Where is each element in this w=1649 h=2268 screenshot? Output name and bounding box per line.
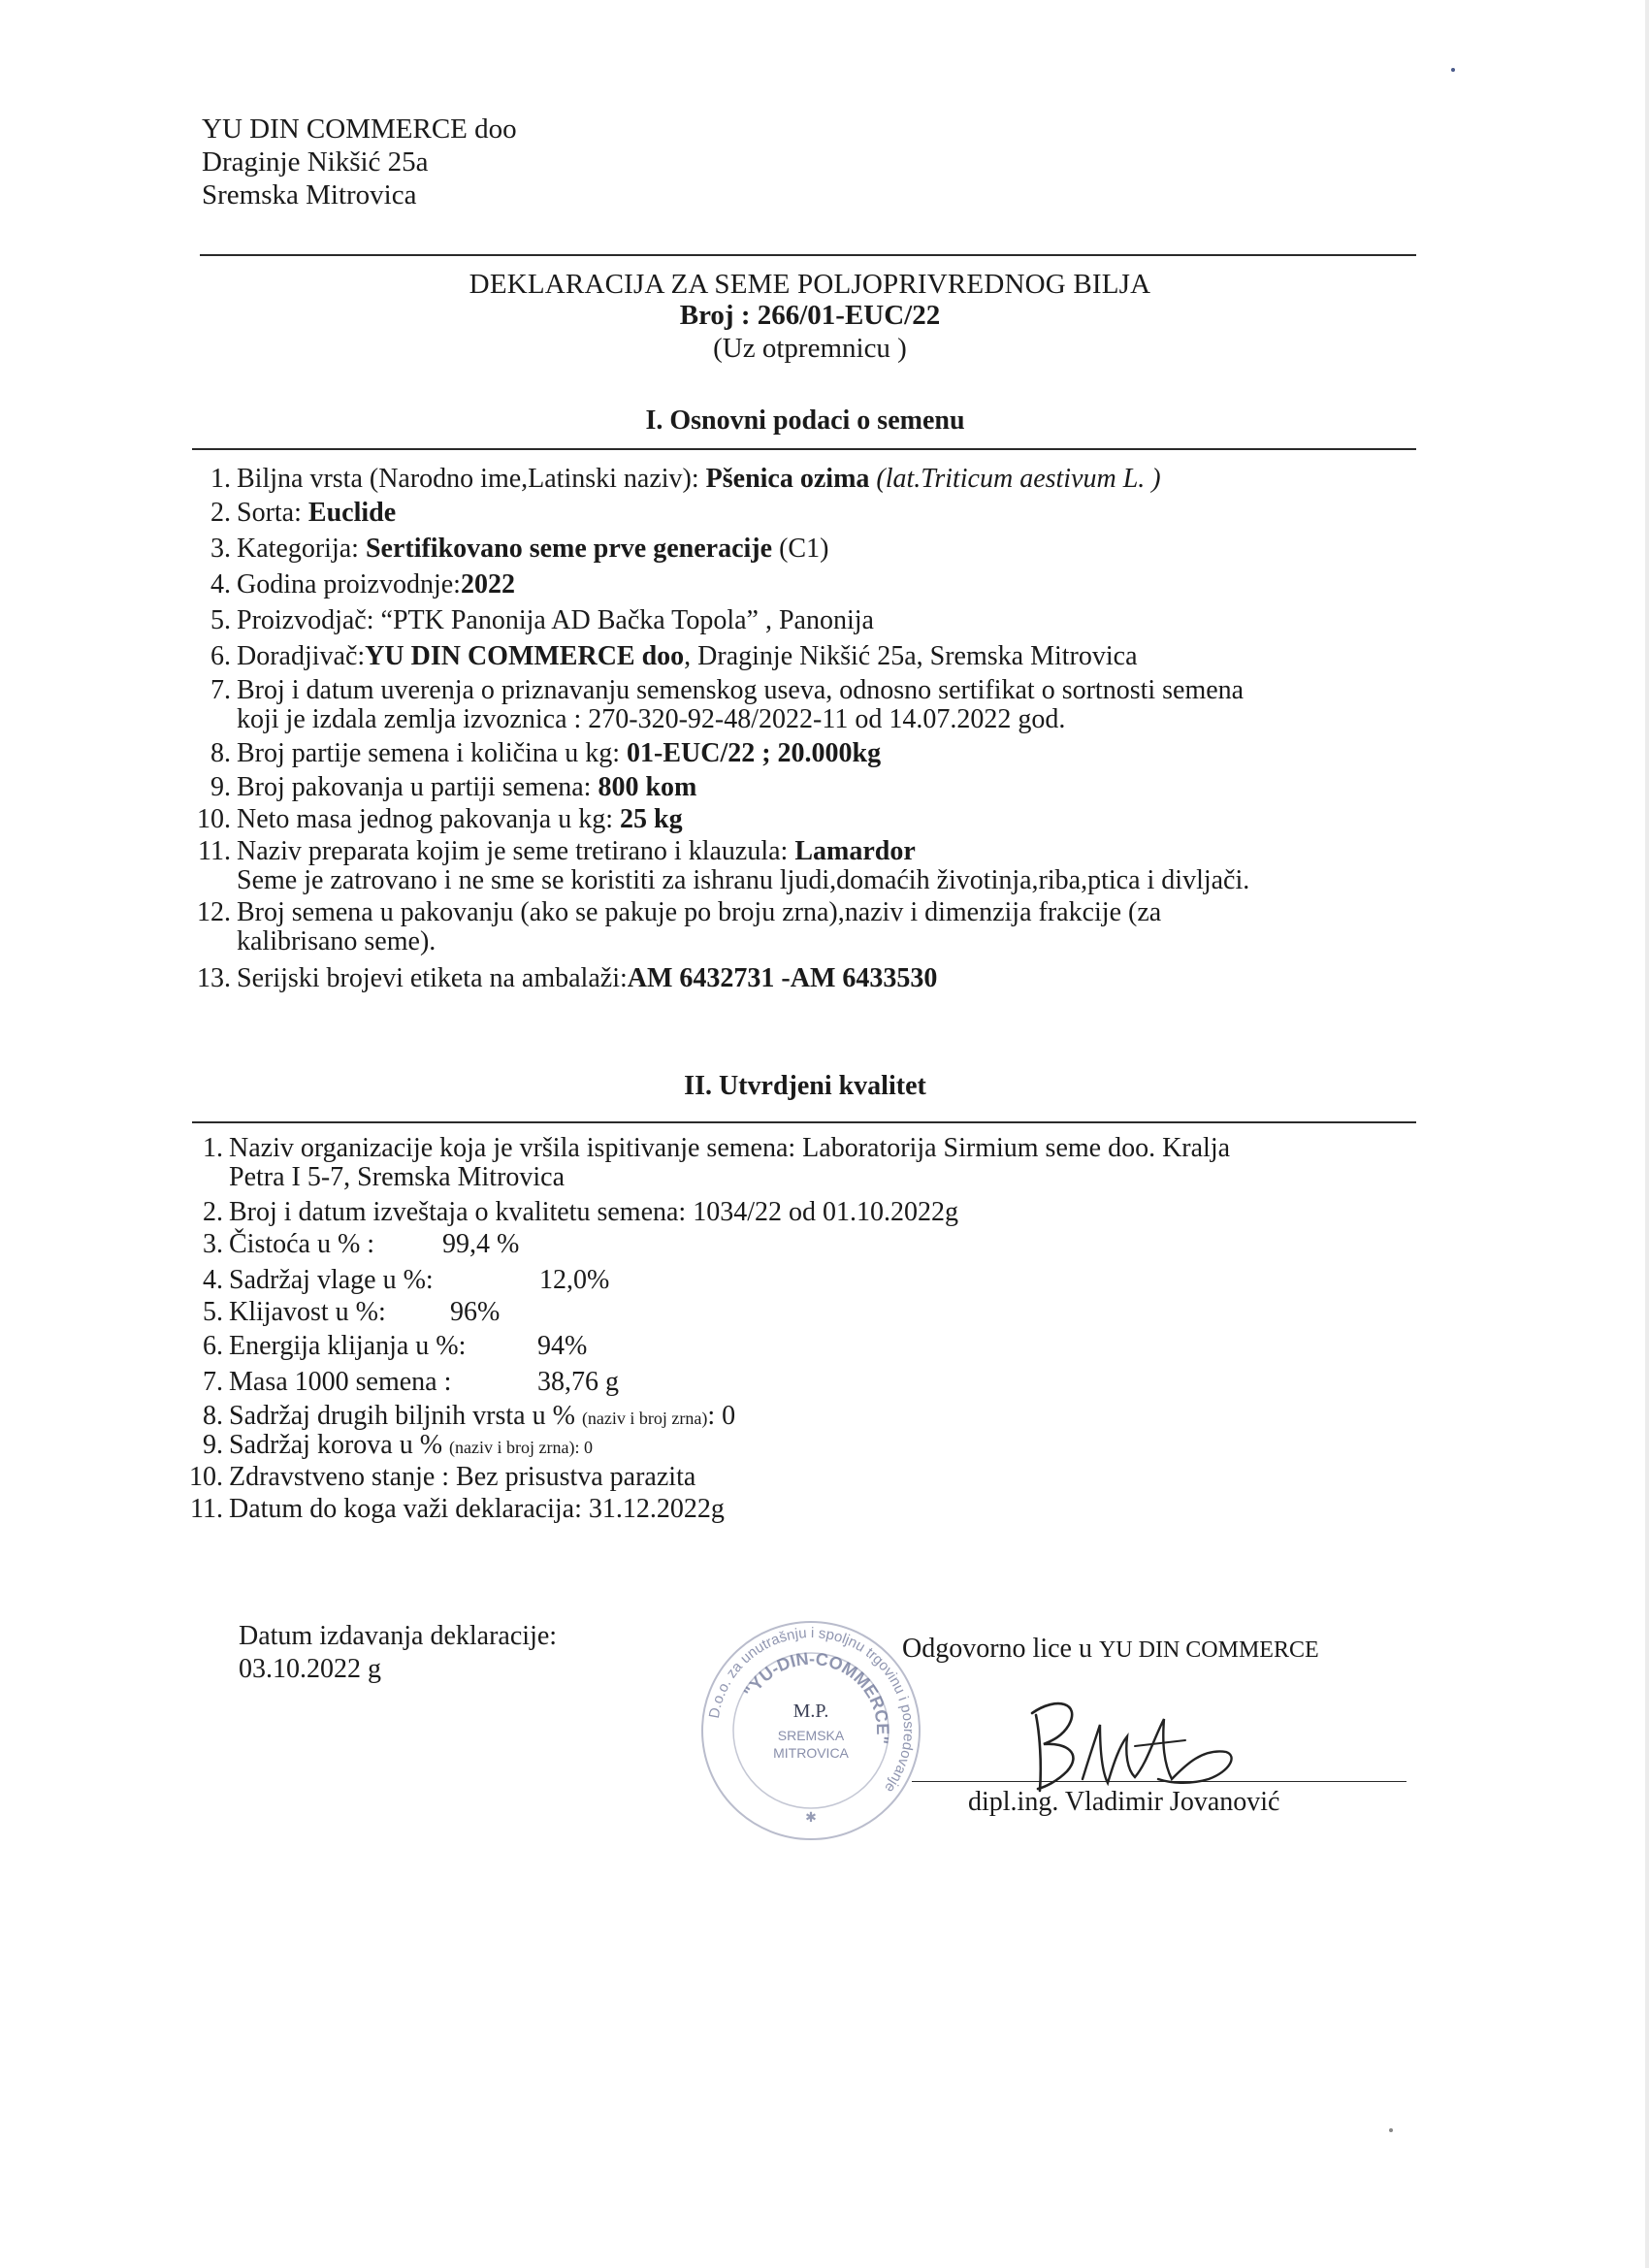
item-number: 11. bbox=[190, 1494, 223, 1524]
item-text: , Draginje Nikšić 25a, Sremska Mitrovica bbox=[684, 641, 1138, 671]
stamp-outer-text: D.o.o. za unutrašnju i spoljnu trgovinu i posredovanje bbox=[705, 1624, 918, 1796]
list-item bbox=[184, 836, 1436, 865]
item-value: 01-EUC/22 ; 20.000kg bbox=[627, 738, 882, 768]
item-text: Godina proizvodnje: bbox=[237, 569, 461, 599]
item-text: Zdravstveno stanje : Bez prisustva parazita bbox=[229, 1462, 696, 1492]
item-text: Biljna vrsta (Narodno ime,Latinski naziv): bbox=[237, 464, 706, 494]
list-item bbox=[177, 1229, 1428, 1265]
item-text: (C1) bbox=[772, 534, 829, 564]
item-number: 9. bbox=[210, 772, 231, 802]
item-value: 2022 bbox=[460, 569, 515, 599]
divider-section-2 bbox=[192, 1121, 1416, 1123]
item-continuation: Petra I 5-7, Sremska Mitrovica bbox=[229, 1162, 566, 1192]
item-value: Lamardor bbox=[794, 836, 916, 866]
section-2-heading: II. Utvrdjeni kvalitet bbox=[684, 1071, 926, 1101]
item-label: Masa 1000 semena : bbox=[229, 1367, 452, 1397]
scan-mark bbox=[1389, 2128, 1393, 2132]
item-number: 6. bbox=[203, 1331, 223, 1361]
list-item bbox=[177, 1297, 1428, 1331]
item-number: 10. bbox=[197, 804, 231, 834]
company-street: Draginje Nikšić 25a bbox=[202, 146, 429, 178]
handwritten-signature bbox=[1018, 1686, 1242, 1802]
issue-date: 03.10.2022 g bbox=[239, 1654, 381, 1684]
treatment-warning: Seme je zatrovano i ne sme se koristiti za ishranu ljudi,domaćih životinja,riba,ptica i divljači. bbox=[237, 865, 1250, 895]
item-number: 6. bbox=[210, 641, 231, 671]
list-item bbox=[177, 1133, 1428, 1162]
item-text: Serijski brojevi etiketa na ambalaži: bbox=[237, 963, 628, 993]
item-number: 9. bbox=[203, 1430, 223, 1460]
list-item bbox=[177, 1494, 1428, 1526]
item-number: 7. bbox=[210, 675, 231, 705]
item-text: Doradjivač: bbox=[237, 641, 366, 671]
item-text: Sadržaj korova u % bbox=[229, 1430, 450, 1460]
item-number: 3. bbox=[203, 1229, 223, 1259]
item-text: Broj semena u pakovanju (ako se pakuje po broju zrna),naziv i dimenzija frakcije (za bbox=[237, 897, 1162, 927]
list-item bbox=[184, 641, 1436, 675]
item-number: 2. bbox=[210, 498, 231, 528]
list-item bbox=[177, 1331, 1428, 1367]
item-text: Sadržaj drugih biljnih vrsta u % bbox=[229, 1401, 582, 1431]
item-number: 8. bbox=[210, 738, 231, 768]
item-number: 8. bbox=[203, 1401, 223, 1431]
item-continuation: kalibrisano seme). bbox=[237, 926, 436, 956]
document-number: Broj : 266/01-EUC/22 bbox=[679, 300, 941, 331]
stamp-city-2: MITROVICA bbox=[773, 1745, 849, 1761]
list-item bbox=[184, 534, 1436, 569]
item-text: Proizvodjač: “PTK Panonija AD Bačka Topola” , Panonija bbox=[237, 605, 874, 635]
item-continuation: koji je izdala zemlja izvoznica : 270-320-92-48/2022-11 od 14.07.2022 god. bbox=[237, 704, 1066, 734]
item-number: 1. bbox=[203, 1133, 223, 1163]
item-value: Euclide bbox=[307, 498, 397, 528]
item-number: 1. bbox=[210, 464, 231, 494]
divider-top bbox=[200, 254, 1416, 256]
item-number: 4. bbox=[203, 1265, 223, 1295]
item-number: 5. bbox=[203, 1297, 223, 1327]
item-value: Pšenica ozima bbox=[705, 464, 870, 494]
item-value: 94% bbox=[537, 1331, 588, 1361]
item-text: Kategorija: bbox=[237, 534, 366, 564]
responsible-label: Odgovorno lice u bbox=[902, 1634, 1099, 1664]
item-number: 2. bbox=[203, 1197, 223, 1227]
stamp-mp: M.P. bbox=[792, 1701, 829, 1722]
item-value: 12,0% bbox=[539, 1265, 610, 1295]
section-2-list bbox=[177, 1133, 1428, 1526]
item-value: AM 6432731 -AM 6433530 bbox=[627, 963, 938, 993]
list-item bbox=[184, 498, 1436, 534]
responsible-company: YU DIN COMMERCE bbox=[1098, 1637, 1319, 1663]
issue-block bbox=[239, 1620, 557, 1686]
item-value: YU DIN COMMERCE doo bbox=[365, 641, 685, 671]
stamp-star-icon: ✱ bbox=[805, 1810, 817, 1826]
stamp-company-text: "YU-DIN-COMMERCE" bbox=[739, 1648, 893, 1745]
list-item bbox=[184, 897, 1436, 926]
list-item bbox=[177, 1401, 1428, 1430]
scan-edge bbox=[1645, 0, 1649, 2268]
company-city: Sremska Mitrovica bbox=[202, 179, 417, 211]
list-item bbox=[184, 963, 1436, 995]
list-item bbox=[184, 569, 1436, 605]
item-value: 25 kg bbox=[620, 804, 683, 834]
item-number: 5. bbox=[210, 605, 231, 635]
list-item bbox=[177, 1367, 1428, 1401]
item-text: Broj i datum izveštaja o kvalitetu semena: 1034/22 od 01.10.2022g bbox=[229, 1197, 958, 1227]
item-label: Sadržaj vlage u %: bbox=[229, 1265, 434, 1295]
list-item bbox=[177, 1462, 1428, 1494]
item-label: Klijavost u %: bbox=[229, 1297, 386, 1327]
item-value: 99,4 % bbox=[442, 1229, 520, 1259]
list-item bbox=[177, 1430, 1428, 1462]
item-value: Sertifikovano seme prve generacije bbox=[365, 534, 773, 564]
list-item bbox=[184, 675, 1436, 704]
item-number: 10. bbox=[189, 1462, 223, 1492]
signer-name: dipl.ing. Vladimir Jovanović bbox=[968, 1787, 1280, 1817]
company-header bbox=[202, 113, 517, 211]
item-text: Neto masa jednog pakovanja u kg: bbox=[237, 804, 621, 834]
item-text: Broj i datum uverenja o priznavanju semenskog useva, odnosno sertifikat o sortnosti semena bbox=[237, 675, 1245, 705]
item-note: (naziv i broj zrna) bbox=[581, 1409, 708, 1428]
item-latin-name: (lat.Triticum aestivum L. ) bbox=[869, 464, 1161, 494]
list-item bbox=[177, 1265, 1428, 1297]
stamp-city-1: SREMSKA bbox=[777, 1728, 845, 1743]
title-line-3: (Uz otpremnicu ) bbox=[713, 333, 907, 364]
item-label: Energija klijanja u %: bbox=[229, 1331, 467, 1361]
divider-section-1 bbox=[192, 448, 1416, 450]
item-number: 3. bbox=[210, 534, 231, 564]
item-text: Datum do koga važi deklaracija: 31.12.2022g bbox=[229, 1494, 725, 1524]
item-value: : 0 bbox=[707, 1401, 736, 1431]
item-text: Broj partije semena i količina u kg: bbox=[237, 738, 628, 768]
company-stamp bbox=[695, 1614, 927, 1847]
item-text: Naziv organizacije koja je vršila ispitivanje semena: Laboratorija Sirmium seme doo. Kralja bbox=[229, 1133, 1231, 1163]
item-text: Naziv preparata kojim je seme tretirano i klauzula: bbox=[237, 836, 795, 866]
list-item bbox=[184, 772, 1436, 804]
item-value: 800 kom bbox=[598, 772, 697, 802]
scan-mark bbox=[1451, 68, 1455, 72]
list-item bbox=[184, 464, 1436, 498]
item-text: Broj pakovanja u partiji semena: bbox=[237, 772, 598, 802]
responsible-person-label bbox=[902, 1634, 1319, 1665]
list-item bbox=[184, 804, 1436, 836]
item-number: 12. bbox=[197, 897, 231, 927]
list-item bbox=[184, 605, 1436, 641]
title-line-1: DEKLARACIJA ZA SEME POLJOPRIVREDNOG BILJA bbox=[469, 269, 1151, 300]
section-1-list bbox=[184, 464, 1436, 995]
item-number: 7. bbox=[203, 1367, 223, 1397]
item-number: 11. bbox=[198, 836, 231, 866]
item-value: 38,76 g bbox=[537, 1367, 619, 1397]
company-name: YU DIN COMMERCE doo bbox=[202, 113, 517, 145]
list-item bbox=[184, 738, 1436, 772]
list-item bbox=[177, 1197, 1428, 1229]
item-note: (naziv i broj zrna): 0 bbox=[449, 1438, 593, 1457]
item-text: Sorta: bbox=[237, 498, 308, 528]
item-number: 13. bbox=[197, 963, 231, 993]
section-1-heading: I. Osnovni podaci o semenu bbox=[645, 405, 965, 436]
item-label: Čistoća u % : bbox=[229, 1229, 375, 1259]
issue-label: Datum izdavanja deklaracije: bbox=[239, 1621, 558, 1651]
item-number: 4. bbox=[210, 569, 231, 599]
item-value: 96% bbox=[450, 1297, 501, 1327]
